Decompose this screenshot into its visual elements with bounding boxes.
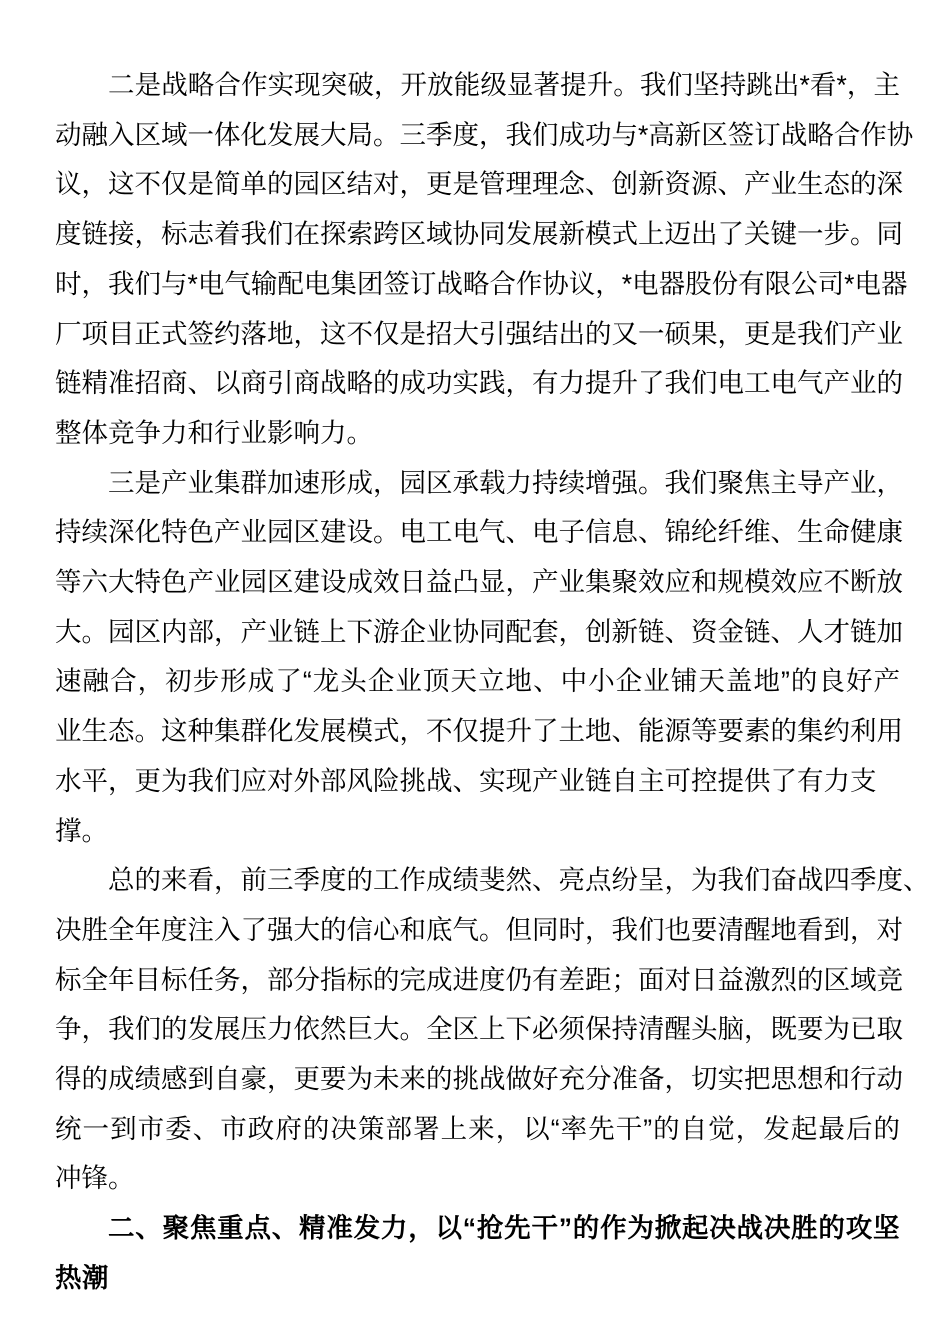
text-line: 议，这不仅是简单的园区结对，更是管理理念、创新资源、产业生态的深	[55, 169, 903, 200]
document-content	[55, 61, 930, 1304]
text-line: 标全年目标任务，部分指标的完成进度仍有差距；面对日益激烈的区域竞	[55, 964, 903, 995]
paragraph-industry-cluster	[55, 459, 903, 857]
text-line: 总的来看，前三季度的工作成绩斐然、亮点纷呈，为我们奋战四季度、	[108, 865, 930, 896]
text-line: 统一到市委、市政府的决策部署上来，以“率先干”的自觉，发起最后的	[55, 1113, 900, 1144]
text-line: 决胜全年度注入了强大的信心和底气。但同时，我们也要清醒地看到，对	[55, 914, 903, 945]
text-line: 业生态。这种集群化发展模式，不仅提升了土地、能源等要素的集约利用	[55, 716, 903, 747]
text-line: 动融入区域一体化发展大局。三季度，我们成功与*高新区签订战略合作协	[55, 119, 914, 150]
text-line: 度链接，标志着我们在探索跨区域协同发展新模式上迈出了关键一步。同	[55, 219, 903, 250]
paragraph-strategic-cooperation	[55, 61, 914, 459]
text-line: 大。园区内部，产业链上下游企业协同配套，创新链、资金链、人才链加	[55, 616, 903, 647]
text-line: 持续深化特色产业园区建设。电工电气、电子信息、锦纶纤维、生命健康	[55, 517, 903, 548]
text-line: 时，我们与*电气输配电集团签订战略合作协议，*电器股份有限公司*电器	[55, 268, 908, 299]
section-heading-2	[55, 1204, 900, 1303]
text-line: 厂项目正式签约落地，这不仅是招大引强结出的又一硕果，更是我们产业	[55, 318, 903, 349]
text-line: 等六大特色产业园区建设成效日益凸显，产业集聚效应和规模效应不断放	[55, 567, 903, 598]
text-line: 水平，更为我们应对外部风险挑战、实现产业链自主可控提供了有力支撑。	[55, 765, 877, 846]
text-line: 速融合，初步形成了“龙头企业顶天立地、中小企业铺天盖地”的良好产	[55, 666, 900, 697]
text-line: 二是战略合作实现突破，开放能级显著提升。我们坚持跳出*看*，主	[108, 70, 900, 100]
text-line: 二、聚焦重点、精准发力，以“抢先干”的作为掀起决战决胜的攻坚	[108, 1213, 900, 1244]
text-line: 得的成绩感到自豪，更要为未来的挑战做好充分准备，切实把思想和行动	[55, 1064, 903, 1095]
paragraph-overall-summary	[55, 856, 930, 1204]
text-line: 热潮	[55, 1262, 109, 1293]
text-line: 争，我们的发展压力依然巨大。全区上下必须保持清醒头脑，既要为已取	[55, 1014, 903, 1045]
text-line: 整体竞争力和行业影响力。	[55, 417, 373, 448]
text-line: 三是产业集群加速形成，园区承载力持续增强。我们聚焦主导产业，	[108, 467, 903, 498]
text-line: 冲锋。	[55, 1163, 135, 1194]
text-line: 链精准招商、以商引商战略的成功实践，有力提升了我们电工电气产业的	[55, 368, 903, 399]
